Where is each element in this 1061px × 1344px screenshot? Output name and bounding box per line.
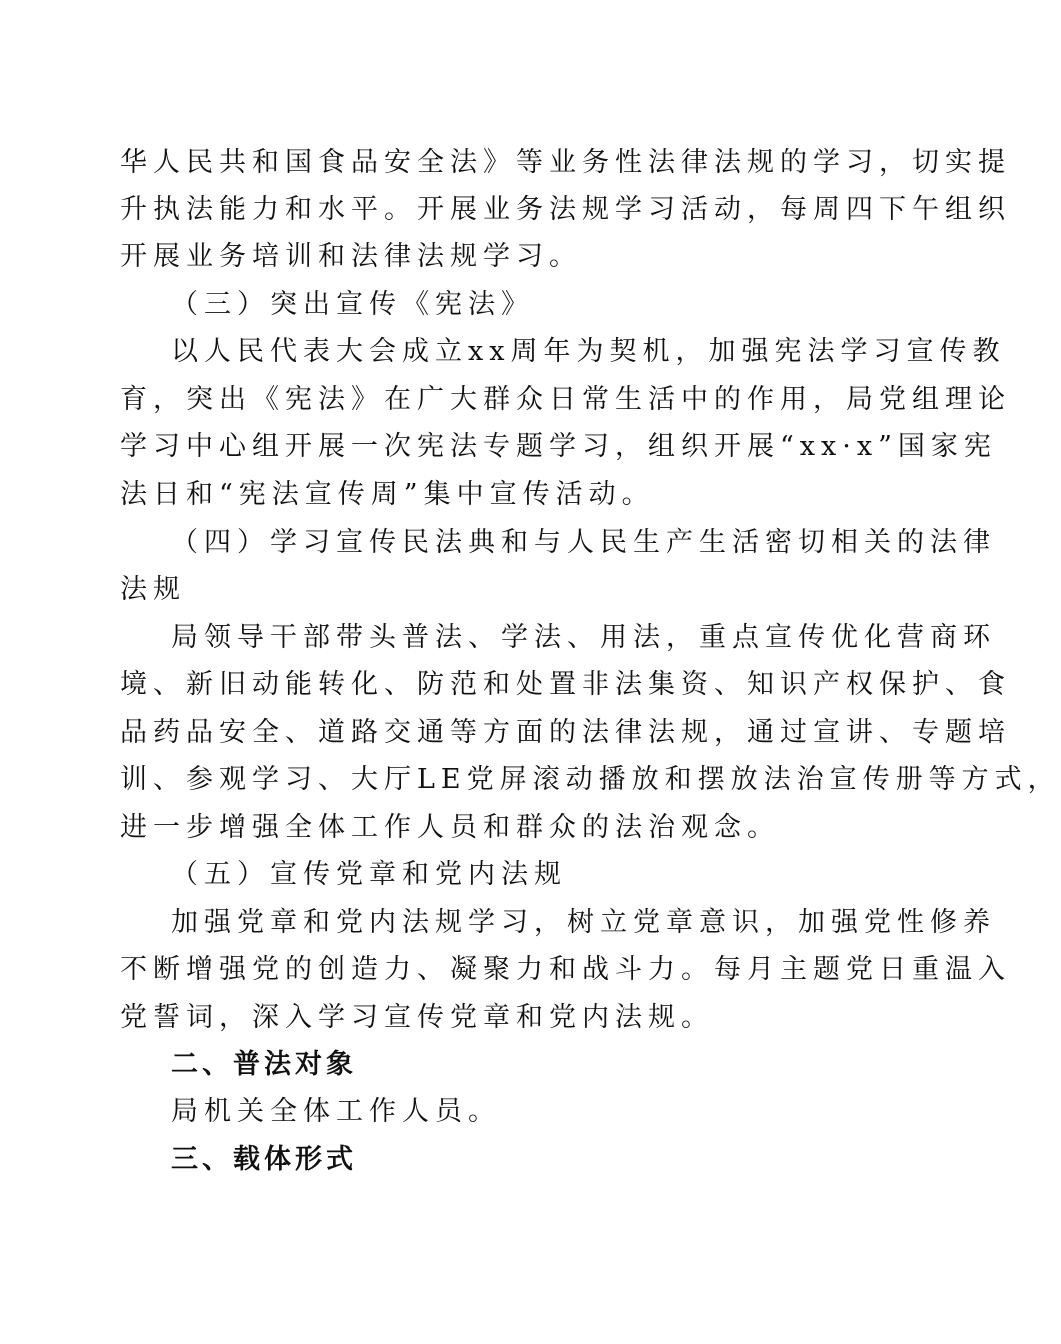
body-text-line: 训、参观学习、大厅LE党屏滚动播放和摆放法治宣传册等方式，	[120, 764, 1061, 795]
body-text-line: 党誓词，深入学习宣传党章和党内法规。	[120, 1002, 714, 1033]
body-text-line: 以人民代表大会成立xx周年为契机，加强宪法学习宣传教	[171, 336, 1006, 367]
body-text-line: 加强党章和党内法规学习，树立党章意识，加强党性修养	[171, 907, 996, 938]
section-heading-four-continuation: 法规	[120, 574, 186, 605]
chapter-heading-two: 二、普法对象	[171, 1049, 357, 1080]
body-text-line: 局机关全体工作人员。	[171, 1096, 501, 1127]
body-text-line: 学习中心组开展一次宪法专题学习，组织开展“xx·x”国家宪	[120, 431, 997, 462]
section-heading-three: （三）突出宣传《宪法》	[171, 289, 534, 320]
chapter-heading-three: 三、载体形式	[171, 1144, 357, 1175]
body-text-line: 华人民共和国食品安全法》等业务性法律法规的学习，切实提	[120, 147, 1011, 178]
section-heading-five: （五）宣传党章和党内法规	[171, 859, 567, 890]
body-text-line: 升执法能力和水平。开展业务法规学习活动，每周四下午组织	[120, 194, 1011, 225]
body-text-line: 进一步增强全体工作人员和群众的法治观念。	[120, 812, 780, 843]
body-text-line: 开展业务培训和法律法规学习。	[120, 241, 582, 272]
body-text-line: 育，突出《宪法》在广大群众日常生活中的作用，局党组理论	[120, 384, 1011, 415]
section-heading-four: （四）学习宣传民法典和与人民生产生活密切相关的法律	[171, 527, 996, 558]
body-text-line: 境、新旧动能转化、防范和处置非法集资、知识产权保护、食	[120, 669, 1011, 700]
body-text-line: 局领导干部带头普法、学法、用法，重点宣传优化营商环	[171, 622, 996, 653]
body-text-line: 品药品安全、道路交通等方面的法律法规，通过宣讲、专题培	[120, 717, 1011, 748]
body-text-line: 不断增强党的创造力、凝聚力和战斗力。每月主题党日重温入	[120, 954, 1011, 985]
body-text-line: 法日和“宪法宣传周”集中宣传活动。	[120, 479, 655, 510]
